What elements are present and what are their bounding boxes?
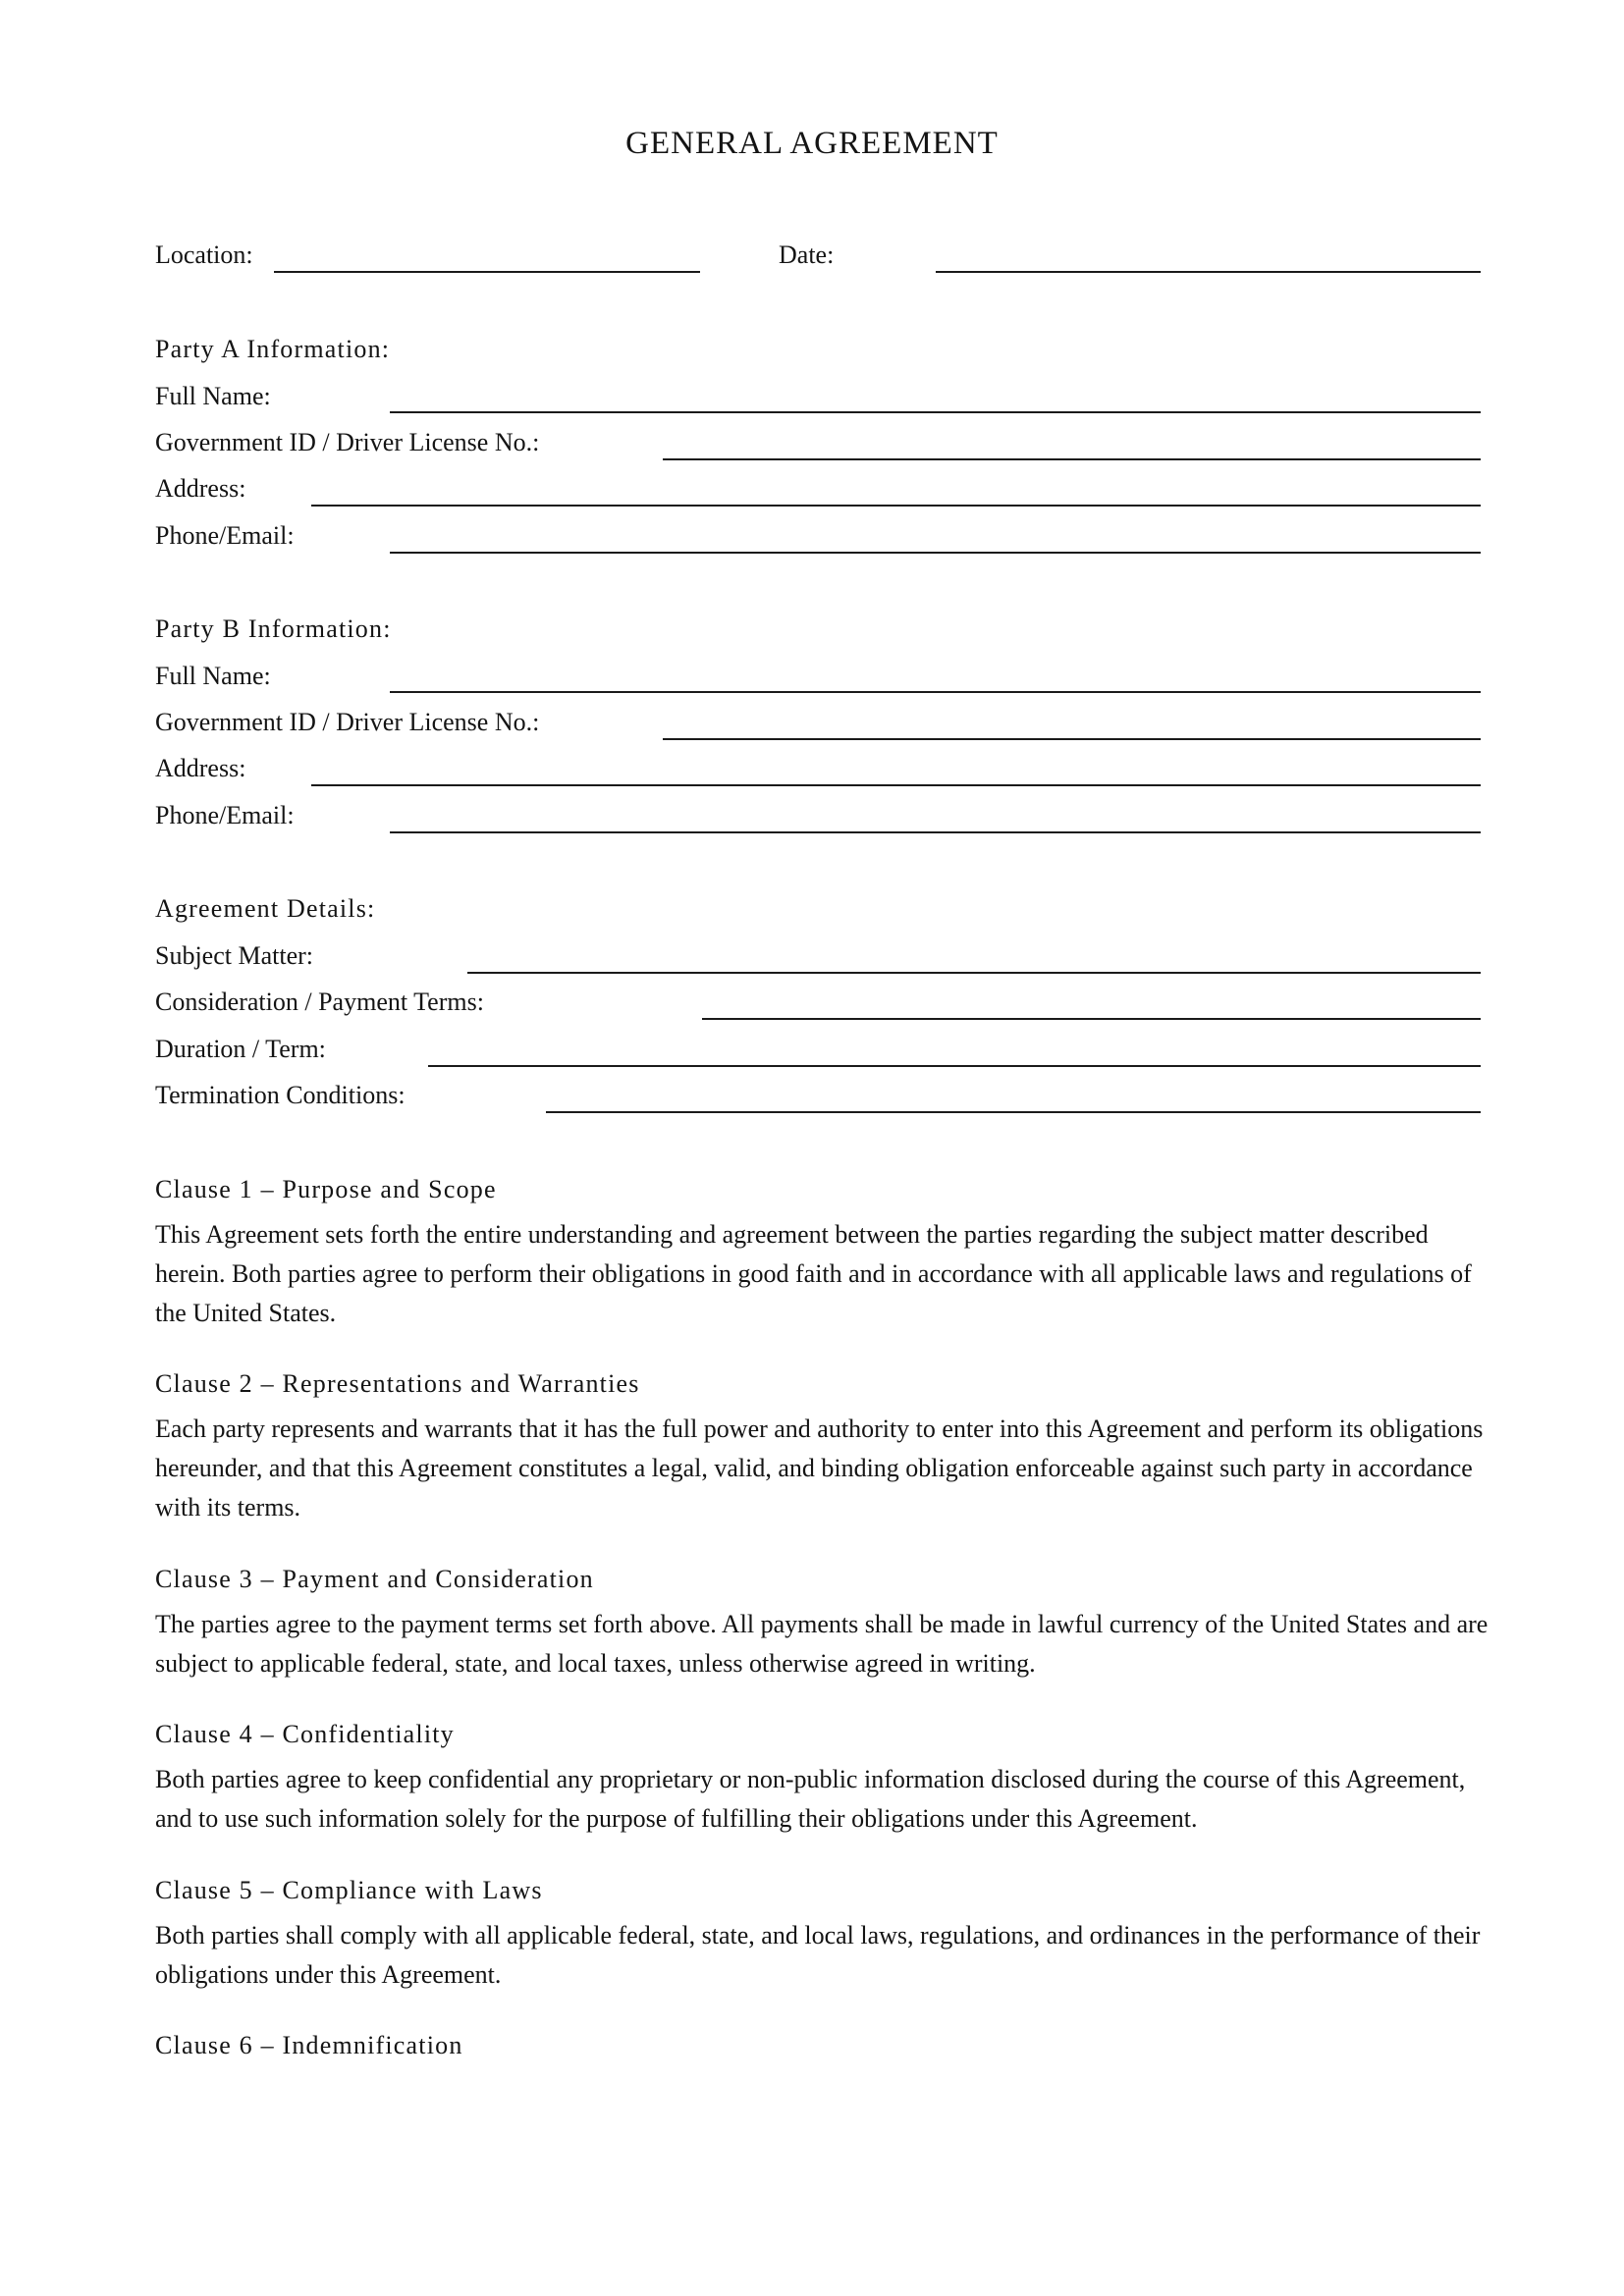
clause-4-text: Both parties agree to keep confidential any proprietary or non-public information disclosed during the course of this Agreement, and to use such information solely for the purpose of fulfilling their obligations under this Agreement. [155, 1765, 1466, 1833]
payment-terms-label: Consideration / Payment Terms: [155, 988, 484, 1016]
party-b-full-name-label: Full Name: [155, 662, 271, 690]
payment-terms-field[interactable] [702, 1018, 1481, 1020]
party-b-address-field[interactable] [311, 784, 1481, 786]
party-a-gov-id-field[interactable] [663, 458, 1481, 460]
subject-matter-field[interactable] [467, 972, 1481, 974]
party-a-phone-email-label: Phone/Email: [155, 521, 295, 550]
party-b-full-name-field[interactable] [390, 691, 1481, 693]
party-b-heading: Party B Information: [155, 614, 392, 643]
party-b-phone-email-label: Phone/Email: [155, 801, 295, 829]
location-field[interactable] [274, 271, 700, 273]
party-a-phone-email-field[interactable] [390, 552, 1481, 554]
date-label: Date: [779, 240, 835, 269]
party-a-address-field[interactable] [311, 505, 1481, 507]
clause-4-heading: Clause 4 – Confidentiality [155, 1720, 455, 1748]
party-b-address-label: Address: [155, 754, 246, 782]
duration-term-field[interactable] [428, 1065, 1481, 1067]
date-field[interactable] [936, 271, 1481, 273]
party-a-heading: Party A Information: [155, 335, 391, 363]
party-a-full-name-label: Full Name: [155, 382, 271, 410]
party-a-full-name-field[interactable] [390, 411, 1481, 413]
location-label: Location: [155, 240, 253, 269]
termination-conditions-field[interactable] [546, 1111, 1481, 1113]
agreement-details-heading: Agreement Details: [155, 894, 376, 923]
termination-conditions-label: Termination Conditions: [155, 1081, 406, 1109]
party-a-gov-id-label: Government ID / Driver License No.: [155, 428, 540, 456]
clause-6-heading: Clause 6 – Indemnification [155, 2031, 463, 2059]
clause-3-text: The parties agree to the payment terms set forth above. All payments shall be made in lawful currency of the United States and are subject to applicable federal, state, and local taxes, unless otherwise agreed in writing. [155, 1610, 1489, 1678]
clause-1-text: This Agreement sets forth the entire understanding and agreement between the parties regarding the subject matter described herein. Both parties agree to perform their obligations in good faith and in accordance with all applicable laws and regulations of the United States. [155, 1220, 1472, 1327]
clause-5-heading: Clause 5 – Compliance with Laws [155, 1876, 543, 1904]
clause-5-text: Both parties shall comply with all applicable federal, state, and local laws, regulations, and ordinances in the performance of their obligations under this Agreement. [155, 1921, 1481, 1989]
party-a-address-label: Address: [155, 474, 246, 503]
duration-term-label: Duration / Term: [155, 1035, 326, 1063]
clause-1-heading: Clause 1 – Purpose and Scope [155, 1175, 497, 1203]
party-b-gov-id-field[interactable] [663, 738, 1481, 740]
document-title: GENERAL AGREEMENT [625, 126, 999, 161]
clause-3-heading: Clause 3 – Payment and Consideration [155, 1565, 594, 1593]
party-b-gov-id-label: Government ID / Driver License No.: [155, 708, 540, 736]
party-b-phone-email-field[interactable] [390, 831, 1481, 833]
clause-2-heading: Clause 2 – Representations and Warranties [155, 1369, 640, 1398]
subject-matter-label: Subject Matter: [155, 941, 314, 970]
clause-2-text: Each party represents and warrants that it has the full power and authority to enter into this Agreement and perform its obligations hereunder, and that this Agreement constitutes a legal, valid, and binding obligation enforceable against such party in accordance with its terms. [155, 1415, 1484, 1522]
